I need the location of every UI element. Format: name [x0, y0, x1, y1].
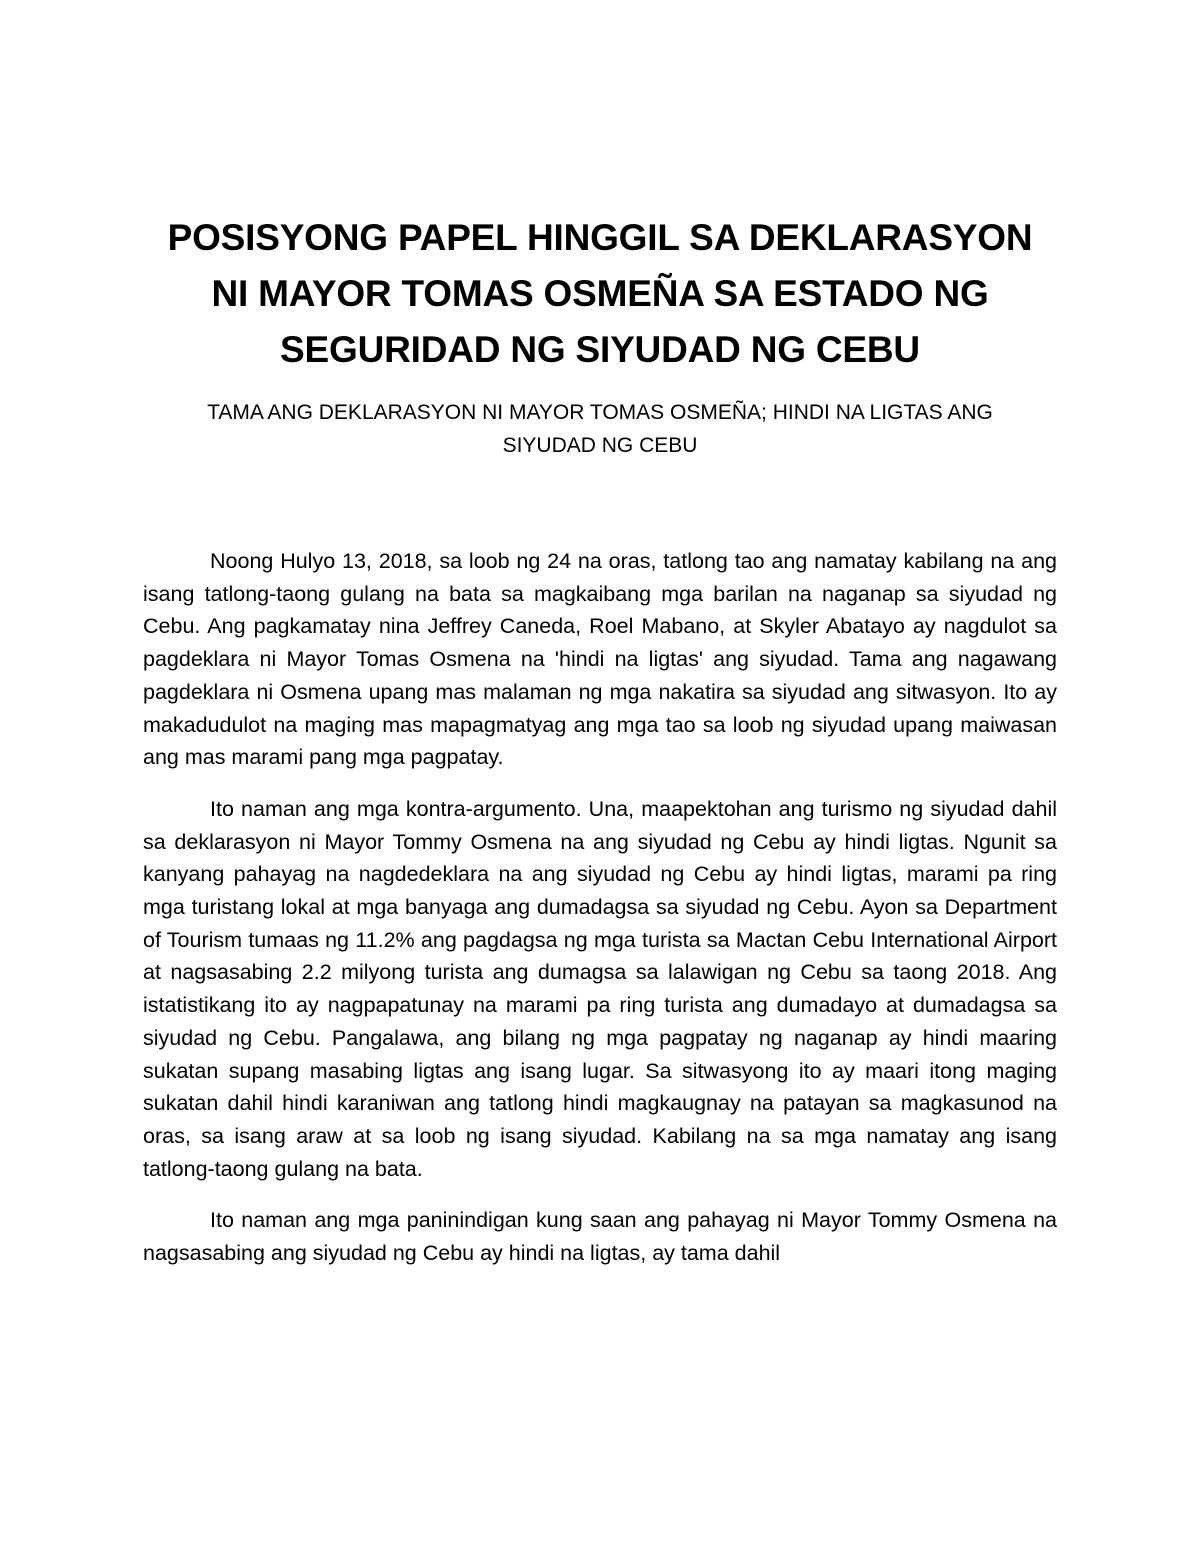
body-paragraph: Noong Hulyo 13, 2018, sa loob ng 24 na oras, tatlong tao ang namatay kabilang na ang isang tatlong-taong gulang na bata sa magkaibang mga barilan na naganap sa siyudad ng Cebu. Ang pagkamatay nina Jeffrey Caneda, Roel Mabano, at Skyler Abatayo ay nagdulot sa pagdeklara ni Mayor Tomas Osmena na 'hindi na ligtas' ang siyudad. Tama ang nagawang pagdeklara ni Osmena upang mas malaman ng mga nakatira sa siyudad ang sitwasyon. Ito ay makadudulot na maging mas mapagmatyag ang mga tao sa loob ng siyudad upang maiwasan ang mas marami pang mga pagpatay.	[143, 549, 1057, 770]
body-paragraph: Ito naman ang mga paninindigan kung saan ang pahayag ni Mayor Tommy Osmena na nagsasabing ang siyudad ng Cebu ay hindi na ligtas, ay tama dahil	[143, 1208, 1057, 1266]
body-paragraph: Ito naman ang mga kontra-argumento. Una, maapektohan ang turismo ng siyudad dahil sa deklarasyon ni Mayor Tommy Osmena na ang siyudad ng Cebu ay hindi ligtas. Ngunit sa kanyang pahayag na nagdedeklara na ang siyudad ng Cebu ay hindi ligtas, marami pa ring mga turistang lokal at mga banyaga ang dumadagsa sa siyudad ng Cebu. Ayon sa Department of Tourism tumaas ng 11.2% ang pagdagsa ng mga turista sa Mactan Cebu International Airport at nagsasabing 2.2 milyong turista ang dumagsa sa lalawigan ng Cebu sa taong 2018. Ang istatistikang ito ay nagpapatunay na marami pa ring turista ang dumadayo at dumadagsa sa siyudad ng Cebu. Pangalawa, ang bilang ng mga pagpatay ng naganap ay hindi maaring sukatan supang masabing ligtas ang isang lugar. Sa sitwasyong ito ay maari itong maging sukatan dahil hindi karaniwan ang tatlong hindi magkaugnay na patayan sa magkasunod na oras, sa isang araw at sa loob ng isang siyudad. Kabilang na sa mga namatay ang isang tatlong-taong gulang na bata.	[143, 796, 1057, 1181]
title-line: NI MAYOR TOMAS OSMEÑA SA ESTADO NG	[211, 273, 989, 314]
title-line: POSISYONG PAPEL HINGGIL SA DEKLARASYON	[167, 217, 1033, 258]
document-title	[143, 210, 1057, 378]
title-line: SEGURIDAD NG SIYUDAD NG CEBU	[280, 329, 920, 370]
subtitle-line: TAMA ANG DEKLARASYON NI MAYOR TOMAS OSMEÑA; HINDI NA LIGTAS ANG	[207, 401, 993, 424]
document-subtitle	[143, 396, 1057, 462]
subtitle-line: SIYUDAD NG CEBU	[502, 434, 698, 457]
